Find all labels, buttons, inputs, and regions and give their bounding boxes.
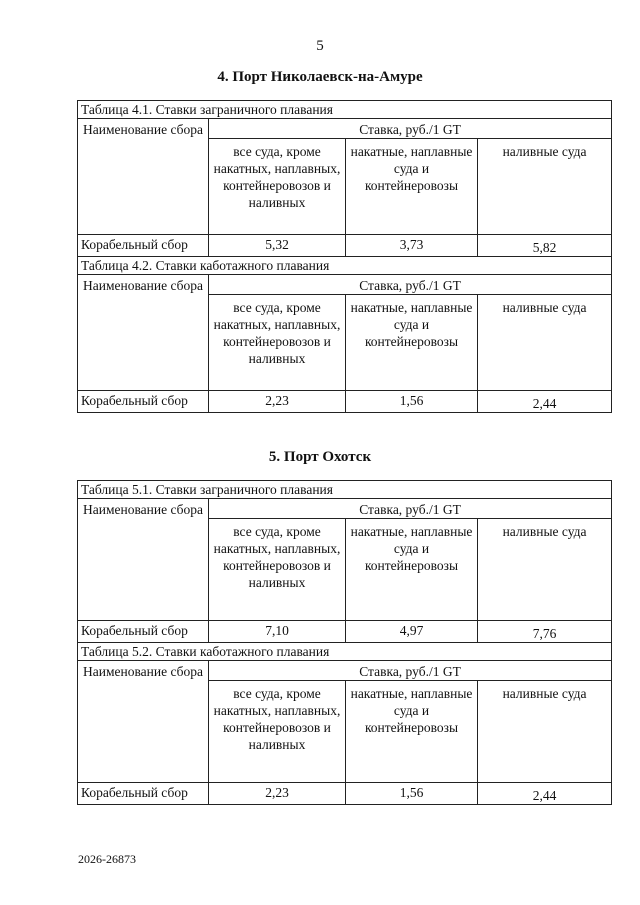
- table-caption-5-1: Таблица 5.1. Ставки заграничного плавания: [78, 481, 612, 499]
- column-header-rate: Ставка, руб./1 GT: [209, 661, 612, 681]
- row-label-ship-fee: Корабельный сбор: [78, 621, 209, 643]
- column-header-all-vessels: все суда, кроме накатных, наплавных, контейнеровозов и наливных: [209, 139, 346, 235]
- column-header-roro-container: накатные, наплавные суда и контейнеровозы: [346, 519, 478, 621]
- table-caption-5-2: Таблица 5.2. Ставки каботажного плавания: [78, 643, 612, 661]
- row-label-ship-fee: Корабельный сбор: [78, 235, 209, 257]
- section-heading-okhotsk: 5. Порт Охотск: [268, 449, 372, 465]
- value-all-vessels: 2,23: [209, 783, 346, 805]
- value-tankers: 7,76: [478, 621, 612, 643]
- rates-table-nikolaevsk: [77, 100, 612, 413]
- value-roro-container: 1,56: [346, 783, 478, 805]
- column-header-fee-name: Наименование сбора: [78, 499, 209, 621]
- value-all-vessels: 7,10: [209, 621, 346, 643]
- column-header-rate: Ставка, руб./1 GT: [209, 499, 612, 519]
- value-roro-container: 1,56: [346, 391, 478, 413]
- section-heading-nikolaevsk: 4. Порт Николаевск-на-Амуре: [217, 69, 423, 85]
- column-header-tankers: наливные суда: [478, 139, 612, 235]
- document-code: 2026-26873: [78, 852, 136, 866]
- column-header-roro-container: накатные, наплавные суда и контейнеровозы: [346, 139, 478, 235]
- value-tankers: 5,82: [478, 235, 612, 257]
- column-header-fee-name: Наименование сбора: [78, 275, 209, 391]
- row-label-ship-fee: Корабельный сбор: [78, 783, 209, 805]
- row-label-ship-fee: Корабельный сбор: [78, 391, 209, 413]
- value-tankers: 2,44: [478, 783, 612, 805]
- value-roro-container: 3,73: [346, 235, 478, 257]
- column-header-tankers: наливные суда: [478, 681, 612, 783]
- column-header-all-vessels: все суда, кроме накатных, наплавных, контейнеровозов и наливных: [209, 519, 346, 621]
- value-all-vessels: 5,32: [209, 235, 346, 257]
- value-roro-container: 4,97: [346, 621, 478, 643]
- page-number: 5: [316, 38, 324, 54]
- column-header-all-vessels: все суда, кроме накатных, наплавных, контейнеровозов и наливных: [209, 295, 346, 391]
- column-header-fee-name: Наименование сбора: [78, 119, 209, 235]
- rates-table-okhotsk: [77, 480, 612, 805]
- table-caption-4-2: Таблица 4.2. Ставки каботажного плавания: [78, 257, 612, 275]
- column-header-rate: Ставка, руб./1 GT: [209, 119, 612, 139]
- column-header-roro-container: накатные, наплавные суда и контейнеровозы: [346, 295, 478, 391]
- column-header-roro-container: накатные, наплавные суда и контейнеровозы: [346, 681, 478, 783]
- column-header-all-vessels: все суда, кроме накатных, наплавных, контейнеровозов и наливных: [209, 681, 346, 783]
- column-header-rate: Ставка, руб./1 GT: [209, 275, 612, 295]
- table-caption-4-1: Таблица 4.1. Ставки заграничного плавания: [78, 101, 612, 119]
- value-tankers: 2,44: [478, 391, 612, 413]
- column-header-tankers: наливные суда: [478, 295, 612, 391]
- value-all-vessels: 2,23: [209, 391, 346, 413]
- column-header-tankers: наливные суда: [478, 519, 612, 621]
- column-header-fee-name: Наименование сбора: [78, 661, 209, 783]
